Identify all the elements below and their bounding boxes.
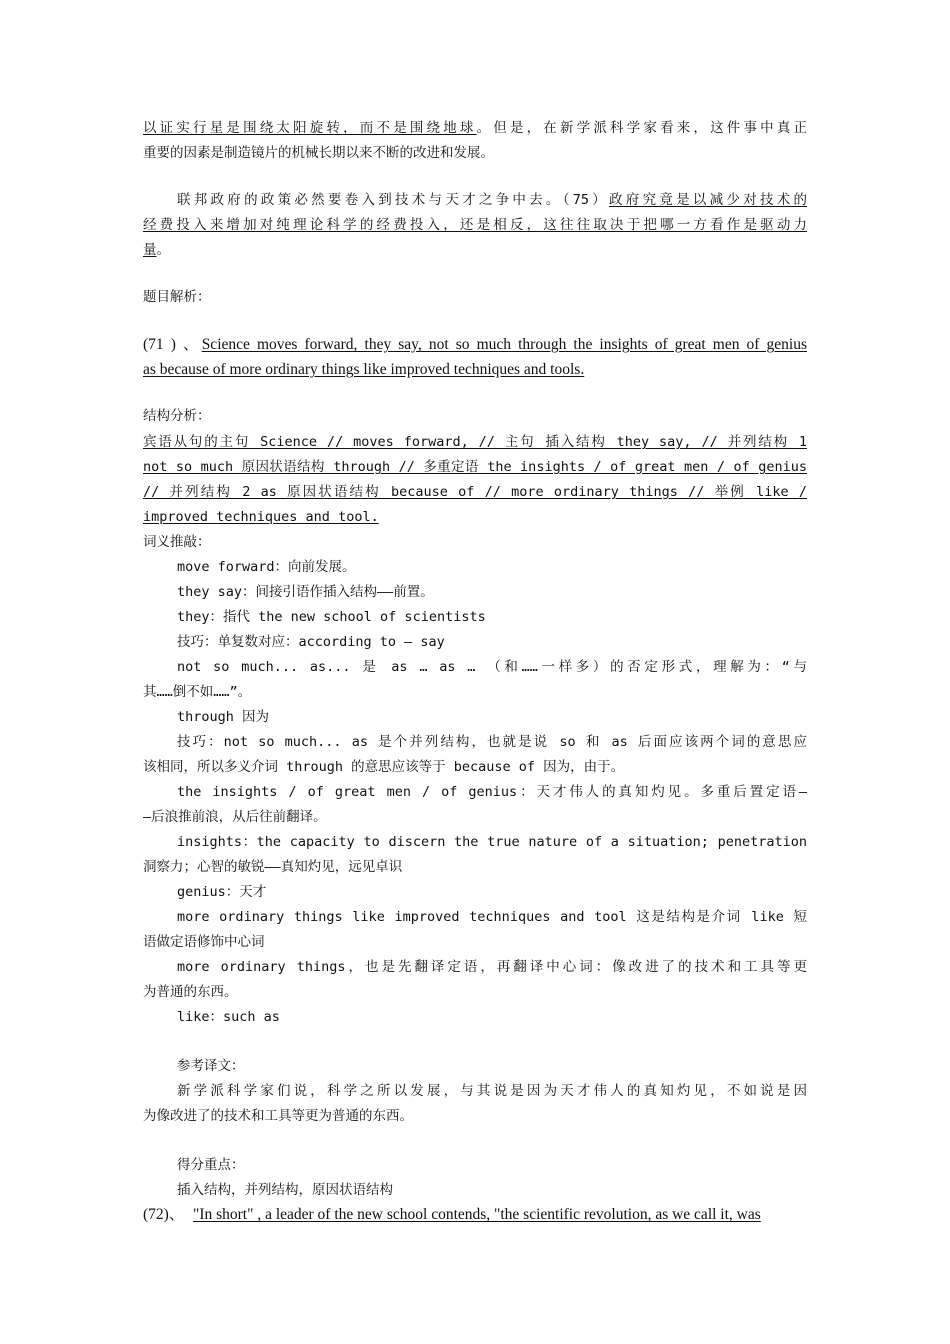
vocab-line: —后浪推前浪，从后往前翻译。 [143, 809, 327, 825]
vocab-line: they say：间接引语作插入结构——前置。 [177, 584, 434, 600]
structure-line: improved techniques and tool. [143, 509, 379, 525]
underlined-translation: 以证实行星是围绕太阳旋转，而不是围绕地球 [143, 120, 477, 136]
para2-line3: 量。 [143, 242, 170, 258]
vocab-line: 为普通的东西。 [143, 984, 238, 1000]
vocab-line: 技巧：not so much... as 是个并列结构，也就是说 so 和 as 后面应该两个词的意思应 [177, 734, 807, 750]
para2-line2: 经费投入来增加对纯理论科学的经费投入，还是相反，这往往取决于把哪一方看作是驱动力 [143, 217, 807, 233]
para1-line2: 重要的因素是制造镜片的机械长期以来不断的改进和发展。 [143, 145, 494, 161]
vocab-line: 该相同，所以多义介词 through 的意思应该等于 because of 因为，由于。 [143, 759, 625, 775]
vocab-title: 词义推敲： [143, 534, 211, 550]
para1-line1: 以证实行星是围绕太阳旋转，而不是围绕地球。但是，在新学派科学家看来，这件事中真正 [143, 120, 808, 136]
vocab-line: genius：天才 [177, 884, 267, 900]
q71-sentence: Science moves forward, they say, not so much through the insights of great men of genius [201, 336, 807, 353]
scoring-title: 得分重点： [177, 1157, 245, 1173]
q71-label: (71 ) 、 [143, 336, 202, 353]
q72-sentence: "In short" , a leader of the new school contends, "the scientific revolution, as we call it, was [193, 1206, 761, 1223]
reference-line: 新学派科学家们说，科学之所以发展，与其说是因为天才伟人的真知灼见，不如说是因 [177, 1083, 807, 1099]
vocab-line: 其……倒不如……”。 [143, 684, 252, 700]
q72-line1 [143, 1205, 761, 1225]
q72-label: (72)、 [143, 1206, 185, 1223]
structure-title: 结构分析： [143, 408, 211, 424]
vocab-line: insights：the capacity to discern the true nature of a situation; penetration [177, 834, 807, 850]
vocab-line: through 因为 [177, 709, 270, 725]
vocab-line: more ordinary things like improved techniques and tool 这是结构是介词 like 短 [177, 909, 807, 925]
structure-line: // 并列结构 2 as 原因状语结构 because of // more ordinary things // 举例 like / [143, 484, 807, 500]
vocab-line: more ordinary things，也是先翻译定语，再翻译中心词：像改进了的技术和工具等更 [177, 959, 807, 975]
underlined-translation: 政府究竟是以减少对技术的 [609, 192, 807, 208]
structure-line: 宾语从句的主句 Science // moves forward, // 主句 插入结构 they say, // 并列结构 1 [143, 434, 807, 450]
para2-line1: 联邦政府的政策必然要卷入到技术与天才之争中去。（75）政府究竟是以减少对技术的 [177, 192, 807, 208]
scoring-text: 插入结构，并列结构，原因状语结构 [177, 1182, 393, 1198]
vocab-line: move forward：向前发展。 [177, 559, 356, 575]
vocab-line: not so much... as... 是 as … as … （和……一样多）的否定形式，理解为：“与 [177, 659, 807, 675]
vocab-line: they：指代 the new school of scientists [177, 609, 486, 625]
reference-line: 为像改进了的技术和工具等更为普通的东西。 [143, 1108, 413, 1124]
vocab-line: 技巧：单复数对应：according to – say [177, 634, 445, 650]
vocab-line: the insights / of great men / of genius：天才伟人的真知灼见。多重后置定语— [177, 784, 807, 800]
section-title: 题目解析： [143, 289, 211, 305]
vocab-line: like：such as [177, 1009, 280, 1025]
q71-line2: as because of more ordinary things like improved techniques and tools. [143, 361, 585, 378]
q71-line1 [143, 335, 807, 355]
vocab-line: 洞察力；心智的敏锐——真知灼见，远见卓识 [143, 859, 403, 875]
structure-line: not so much 原因状语结构 through // 多重定语 the insights / of great men / of genius [143, 459, 807, 475]
reference-title: 参考译文： [177, 1058, 245, 1074]
vocab-line: 语做定语修饰中心词 [143, 934, 265, 950]
